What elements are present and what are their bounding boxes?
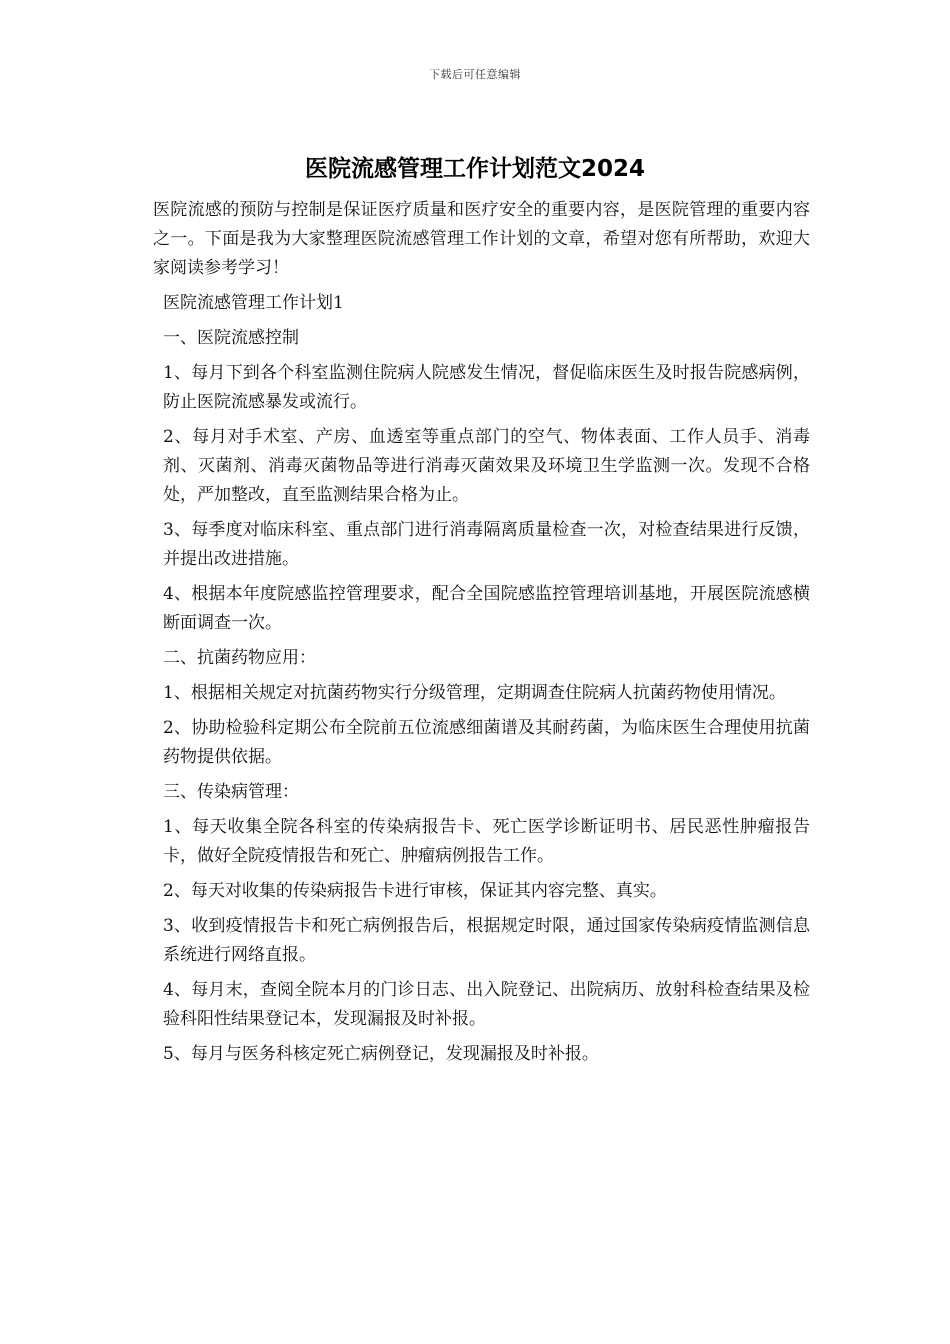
list-item: 5、每月与医务科核定死亡病例登记，发现漏报及时补报。 (163, 1044, 599, 1064)
document-title: 医院流感管理工作计划范文2024 (304, 156, 645, 182)
list-item: 2、协助检验科定期公布全院前五位流感细菌谱及其耐药菌，为临床医生合理使用抗菌药物提供依据。 (163, 718, 810, 767)
list-item: 1、根据相关规定对抗菌药物实行分级管理，定期调查住院病人抗菌药物使用情况。 (163, 683, 786, 703)
list-item: 4、根据本年度院感监控管理要求，配合全国院感监控管理培训基地，开展医院流感横断面调查一次。 (163, 584, 810, 633)
list-item: 1、每月下到各个科室监测住院病人院感发生情况，督促临床医生及时报告院感病例，防止医院流感暴发或流行。 (163, 363, 810, 412)
list-item: 3、收到疫情报告卡和死亡病例报告后，根据规定时限，通过国家传染病疫情监测信息系统进行网络直报。 (163, 916, 810, 965)
section-heading-infectious-disease: 三、传染病管理： (163, 782, 299, 802)
section-heading-infection-control: 一、医院流感控制 (163, 328, 299, 348)
list-item: 1、每天收集全院各科室的传染病报告卡、死亡医学诊断证明书、居民恶性肿瘤报告卡，做好全院疫情报告和死亡、肿瘤病例报告工作。 (163, 817, 810, 866)
section-heading-antibiotics: 二、抗菌药物应用： (163, 648, 316, 668)
list-item: 3、每季度对临床科室、重点部门进行消毒隔离质量检查一次，对检查结果进行反馈，并提出改进措施。 (163, 520, 810, 569)
list-item: 2、每月对手术室、产房、血透室等重点部门的空气、物体表面、工作人员手、消毒剂、灭菌剂、消毒灭菌物品等进行消毒灭菌效果及环境卫生学监测一次。发现不合格处，严加整改，直至监测结果合格为止。 (163, 427, 810, 505)
document-body (145, 196, 810, 1075)
list-item: 4、每月末，查阅全院本月的门诊日志、出入院登记、出院病历、放射科检查结果及检验科阳性结果登记本，发现漏报及时补报。 (163, 980, 810, 1029)
header-note: 下载后可任意编辑 (429, 68, 521, 81)
intro-paragraph: 医院流感的预防与控制是保证医疗质量和医疗安全的重要内容，是医院管理的重要内容之一。下面是我为大家整理医院流感管理工作计划的文章，希望对您有所帮助，欢迎大家阅读参考学习！ (153, 200, 810, 278)
list-item: 2、每天对收集的传染病报告卡进行审核，保证其内容完整、真实。 (163, 881, 667, 901)
plan-heading: 医院流感管理工作计划1 (163, 293, 344, 313)
